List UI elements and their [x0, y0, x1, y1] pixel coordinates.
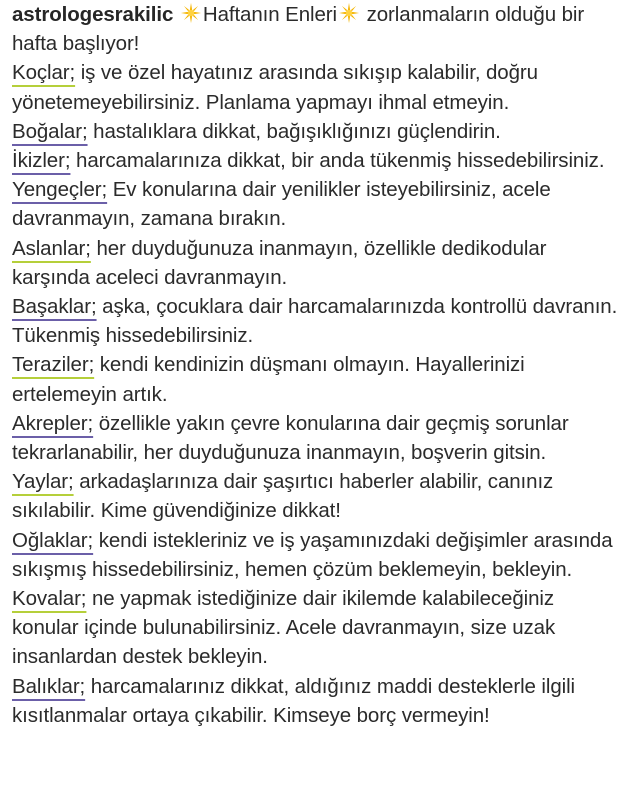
sparkle-sun-icon — [180, 2, 202, 24]
horoscope-entry-ikizler — [12, 146, 624, 175]
horoscope-entry-aslanlar — [12, 234, 624, 292]
sign-label-ikizler: İkizler; — [12, 149, 71, 173]
sign-text-aslanlar: her duyduğunuza inanmayın, özellikle dedikodular karşında aceleci davranmayın. — [12, 236, 547, 289]
sign-text-oglaklar: kendi istekleriniz ve iş yaşamınızdaki değişimler arasında sıkışmış hissedebilirsiniz, hemen çözüm beklemeyin, bekleyin. — [12, 528, 613, 581]
horoscope-entry-koclar — [12, 58, 624, 116]
horoscope-entry-akrepler — [12, 409, 624, 467]
horoscope-entry-teraziler — [12, 350, 624, 408]
sign-label-oglaklar: Oğlaklar; — [12, 528, 94, 552]
post-caption — [12, 0, 624, 730]
post-title: Haftanın Enleri — [202, 3, 337, 26]
caption-header — [12, 0, 624, 58]
sign-label-yaylar: Yaylar; — [12, 470, 74, 494]
username[interactable]: astrologesrakilic — [12, 3, 174, 26]
sign-text-ikizler: harcamalarınıza dikkat, bir anda tükenmiş hissedebilirsiniz. — [70, 149, 605, 173]
horoscope-entry-kovalar — [12, 584, 624, 672]
sign-text-akrepler: özellikle yakın çevre konularına dair geçmiş sorunlar tekrarlanabilir, her duyduğunuza inanmayın, boşverin gitsin. — [12, 411, 569, 465]
sign-text-yaylar: arkadaşlarınıza dair şaşırtıcı haberler alabilir, canınız sıkılabilir. Kime güvendiğinize dikkat! — [12, 470, 554, 523]
sign-text-basaklar: aşka, çocuklara dair harcamalarınızda kontrollü davranın. Tükenmiş hissedebilirsiniz. — [12, 295, 618, 348]
sign-text-baliklar: harcamalarınız dikkat, aldığınız maddi desteklerle ilgili kısıtlanmalar ortaya çıkabilir. Kimseye borç vermeyin! — [12, 674, 576, 727]
sign-text-teraziler: kendi kendinizin düşmanı olmayın. Hayallerinizi ertelemeyin artık. — [12, 353, 525, 406]
sign-text-koclar: iş ve özel hayatınız arasında sıkışıp kalabilir, doğru yönetemeyebilirsiniz. Planlama yapmayı ihmal etmeyin. — [12, 61, 538, 114]
sign-label-yengecler: Yengeçler; — [12, 178, 108, 202]
sign-text-kovalar: ne yapmak istediğinize dair ikilemde kalabileceğiniz konular içinde bulunabilirsiniz. Acele davranmayın, size uzak insanlardan destek bekleyin. — [12, 587, 556, 669]
sparkle-sun-icon — [338, 2, 360, 24]
post-intro: zorlanmaların olduğu bir hafta başlıyor! — [12, 3, 585, 56]
sign-label-bogalar: Boğalar; — [12, 119, 88, 143]
horoscope-entry-baliklar — [12, 672, 624, 730]
sign-label-koclar: Koçlar; — [12, 61, 76, 85]
sign-label-aslanlar: Aslanlar; — [12, 236, 91, 260]
sign-text-bogalar: hastalıklara dikkat, bağışıklığınızı güçlendirin. — [87, 119, 501, 143]
horoscope-entry-oglaklar — [12, 526, 624, 584]
sign-label-baliklar: Balıklar; — [12, 674, 86, 698]
sign-label-teraziler: Teraziler; — [12, 353, 95, 377]
horoscope-entry-yaylar — [12, 467, 624, 525]
sign-label-akrepler: Akrepler; — [12, 411, 94, 435]
horoscope-entry-yengecler — [12, 175, 624, 233]
sign-label-basaklar: Başaklar; — [12, 295, 97, 319]
sign-label-kovalar: Kovalar; — [12, 587, 87, 611]
horoscope-entry-bogalar — [12, 117, 624, 146]
horoscope-entry-basaklar — [12, 292, 624, 350]
sign-text-yengecler: Ev konularına dair yenilikler isteyebilirsiniz, acele davranmayın, zamana bırakın. — [12, 178, 551, 231]
